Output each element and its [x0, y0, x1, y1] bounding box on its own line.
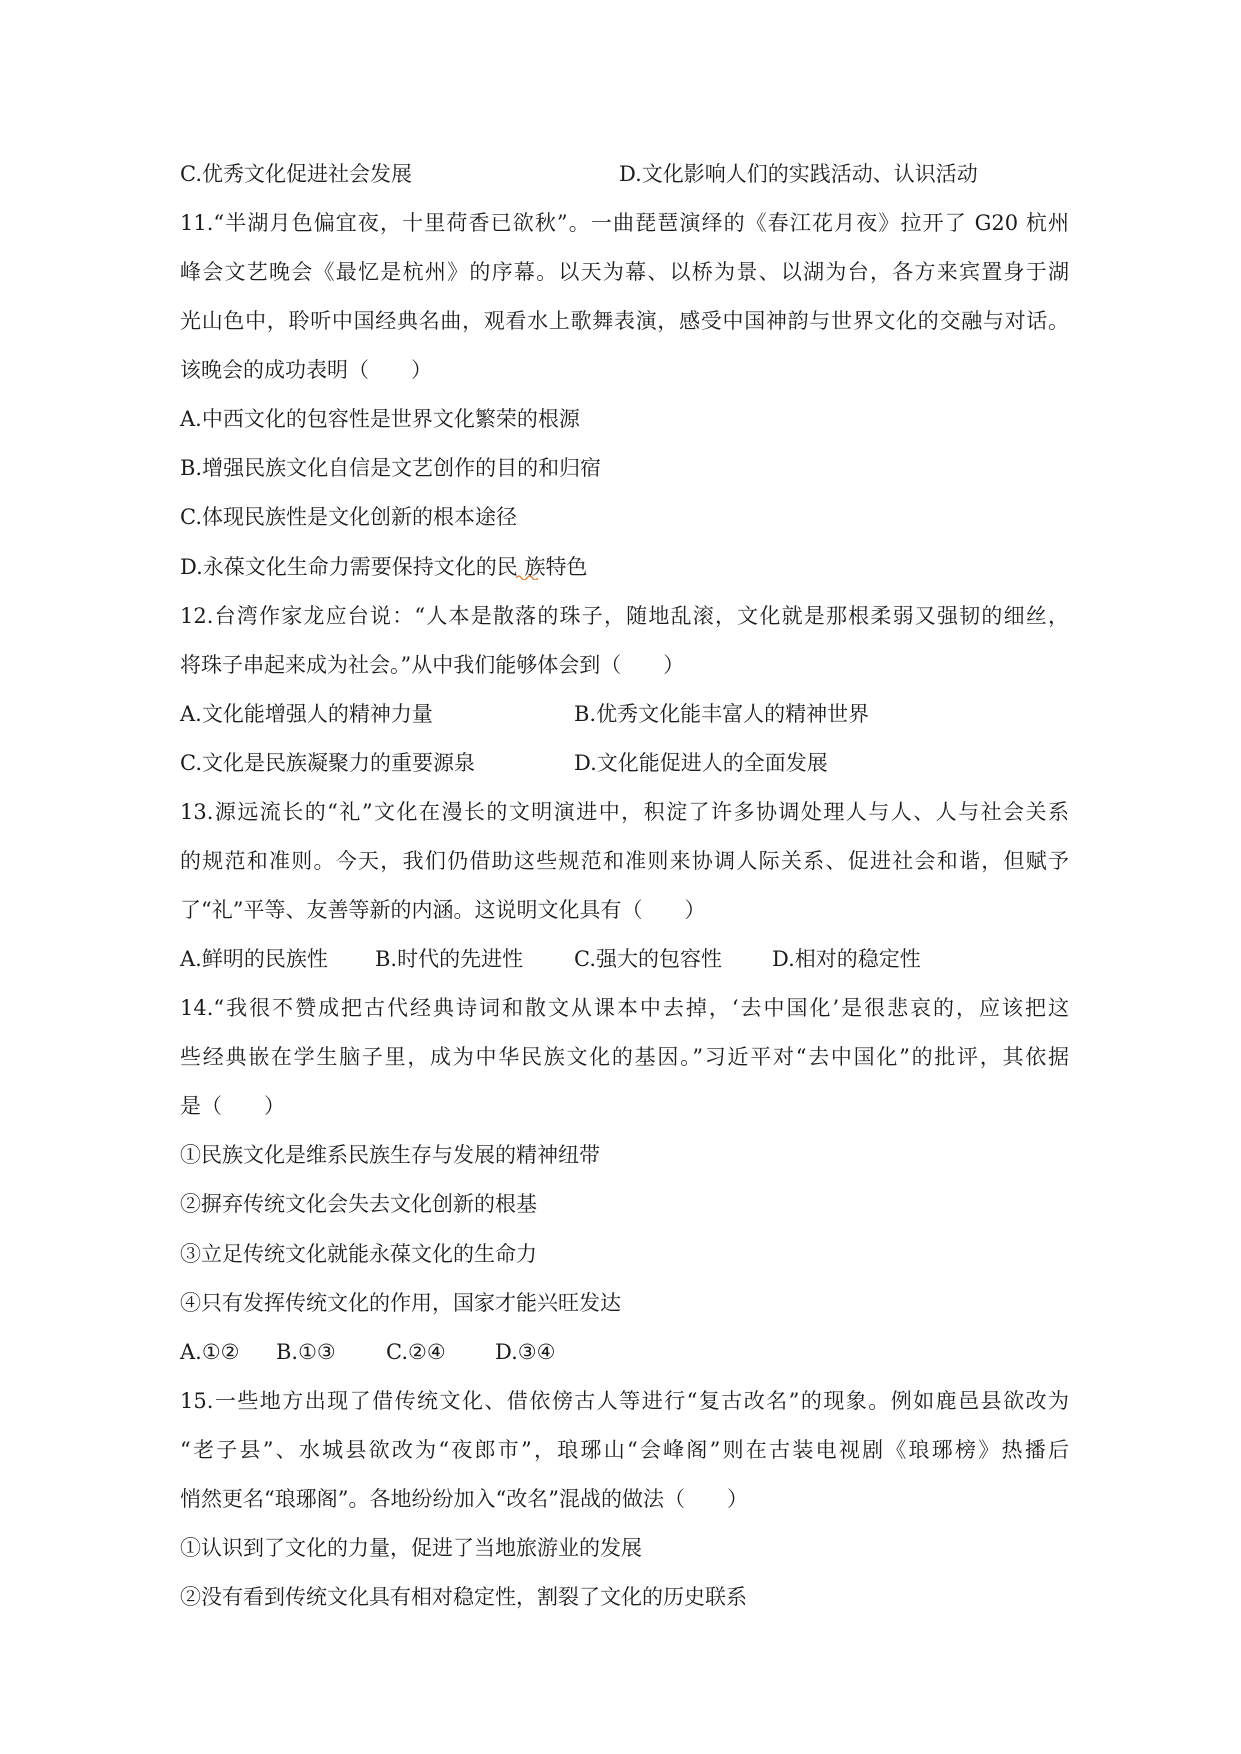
q12-option-c: C.文化是民族凝聚力的重要源泉	[180, 751, 475, 775]
q13-options-row	[180, 935, 1069, 984]
q15-statement: ①认识到了文化的力量，促进了当地旅游业的发展	[180, 1536, 642, 1560]
q14-stem-line: 是（ ）	[180, 1094, 285, 1118]
q13-stem-line: 了“礼”平等、友善等新的内涵。这说明文化具有（ ）	[180, 898, 706, 922]
q12-options-row	[180, 739, 1069, 788]
q12-stem-line: 将珠子串起来成为社会。”从中我们能够体会到（ ）	[180, 653, 685, 677]
q14-statement: ①民族文化是维系民族生存与发展的精神纽带	[180, 1143, 600, 1167]
q10-option-c: C.优秀文化促进社会发展	[180, 162, 412, 186]
q14-option-d: D.③④	[495, 1340, 556, 1364]
q14-option-c: C.②④	[386, 1340, 446, 1364]
q15-stem-line: 15.一些地方出现了借传统文化、借依傍古人等进行“复古改名”的现象。例如鹿邑县欲改为	[180, 1389, 1069, 1413]
q13-option-d: D.相对的稳定性	[772, 947, 921, 971]
q12-options-row	[180, 690, 1069, 739]
q15-statement: ②没有看到传统文化具有相对稳定性，割裂了文化的历史联系	[180, 1585, 747, 1609]
q14-statement: ③立足传统文化就能永葆文化的生命力	[180, 1242, 537, 1266]
q11-stem-line: 该晚会的成功表明（ ）	[180, 358, 432, 382]
q15-stem-line: 悄然更名“琅琊阁”。各地纷纷加入“改名”混战的做法（ ）	[180, 1487, 748, 1511]
q12-option-b: B.优秀文化能丰富人的精神世界	[574, 702, 870, 726]
q14-options-row	[180, 1328, 1069, 1377]
q14-option-a: A.①②	[180, 1340, 240, 1364]
q12-option-a: A.文化能增强人的精神力量	[180, 702, 433, 726]
q14-statement: ④只有发挥传统文化的作用，国家才能兴旺发达	[180, 1291, 621, 1315]
q14-stem-line: 14.“我很不赞成把古代经典诗词和散文从课本中去掉，‘去中国化’是很悲哀的，应该把这	[180, 996, 1069, 1020]
q14-statement: ②摒弃传统文化会失去文化创新的根基	[180, 1192, 537, 1216]
q12-option-d: D.文化能促进人的全面发展	[574, 751, 828, 775]
spellcheck-squiggle-icon	[516, 574, 538, 580]
q10-option-d: D.文化影响人们的实践活动、认识活动	[619, 162, 978, 186]
q12-stem-line: 12.台湾作家龙应台说：“人本是散落的珠子，随地乱滚，文化就是那根柔弱又强韧的细丝，	[180, 604, 1069, 628]
q11-option-d: D.永葆文化生命力需要保持文化的民 族特色	[180, 555, 588, 579]
q13-stem-line: 的规范和准则。今天，我们仍借助这些规范和准则来协调人际关系、促进社会和谐，但赋予	[180, 849, 1069, 873]
q11-stem-line: 峰会文艺晚会《最忆是杭州》的序幕。以天为幕、以桥为景、以湖为台，各方来宾置身于湖	[180, 260, 1069, 284]
q11-option-a: A.中西文化的包容性是世界文化繁荣的根源	[180, 407, 580, 431]
q11-option-c: C.体现民族性是文化创新的根本途径	[180, 505, 517, 529]
q15-stem-line: “老子县”、水城县欲改为“夜郎市”，琅琊山“会峰阁”则在古装电视剧《琅琊榜》热播后	[180, 1438, 1069, 1462]
q13-stem-line: 13.源远流长的“礼”文化在漫长的文明演进中，积淀了许多协调处理人与人、人与社会关系	[180, 800, 1069, 824]
q14-stem-line: 些经典嵌在学生脑子里，成为中华民族文化的基因。”习近平对“去中国化”的批评，其依据	[180, 1045, 1069, 1069]
q11-option-b: B.增强民族文化自信是文艺创作的目的和归宿	[180, 456, 602, 480]
q14-option-b: B.①③	[276, 1340, 336, 1364]
q11-stem-line: 11.“半湖月色偏宜夜，十里荷香已欲秋”。一曲琵琶演绎的《春江花月夜》拉开了 G20 杭州	[180, 211, 1069, 235]
q11-stem-line: 光山色中，聆听中国经典名曲，观看水上歌舞表演，感受中国神韵与世界文化的交融与对话。	[180, 309, 1069, 333]
q13-option-a: A.鲜明的民族性	[180, 947, 328, 971]
q13-option-c: C.强大的包容性	[574, 947, 722, 971]
q13-option-b: B.时代的先进性	[375, 947, 524, 971]
q10-options-row	[180, 150, 1069, 199]
